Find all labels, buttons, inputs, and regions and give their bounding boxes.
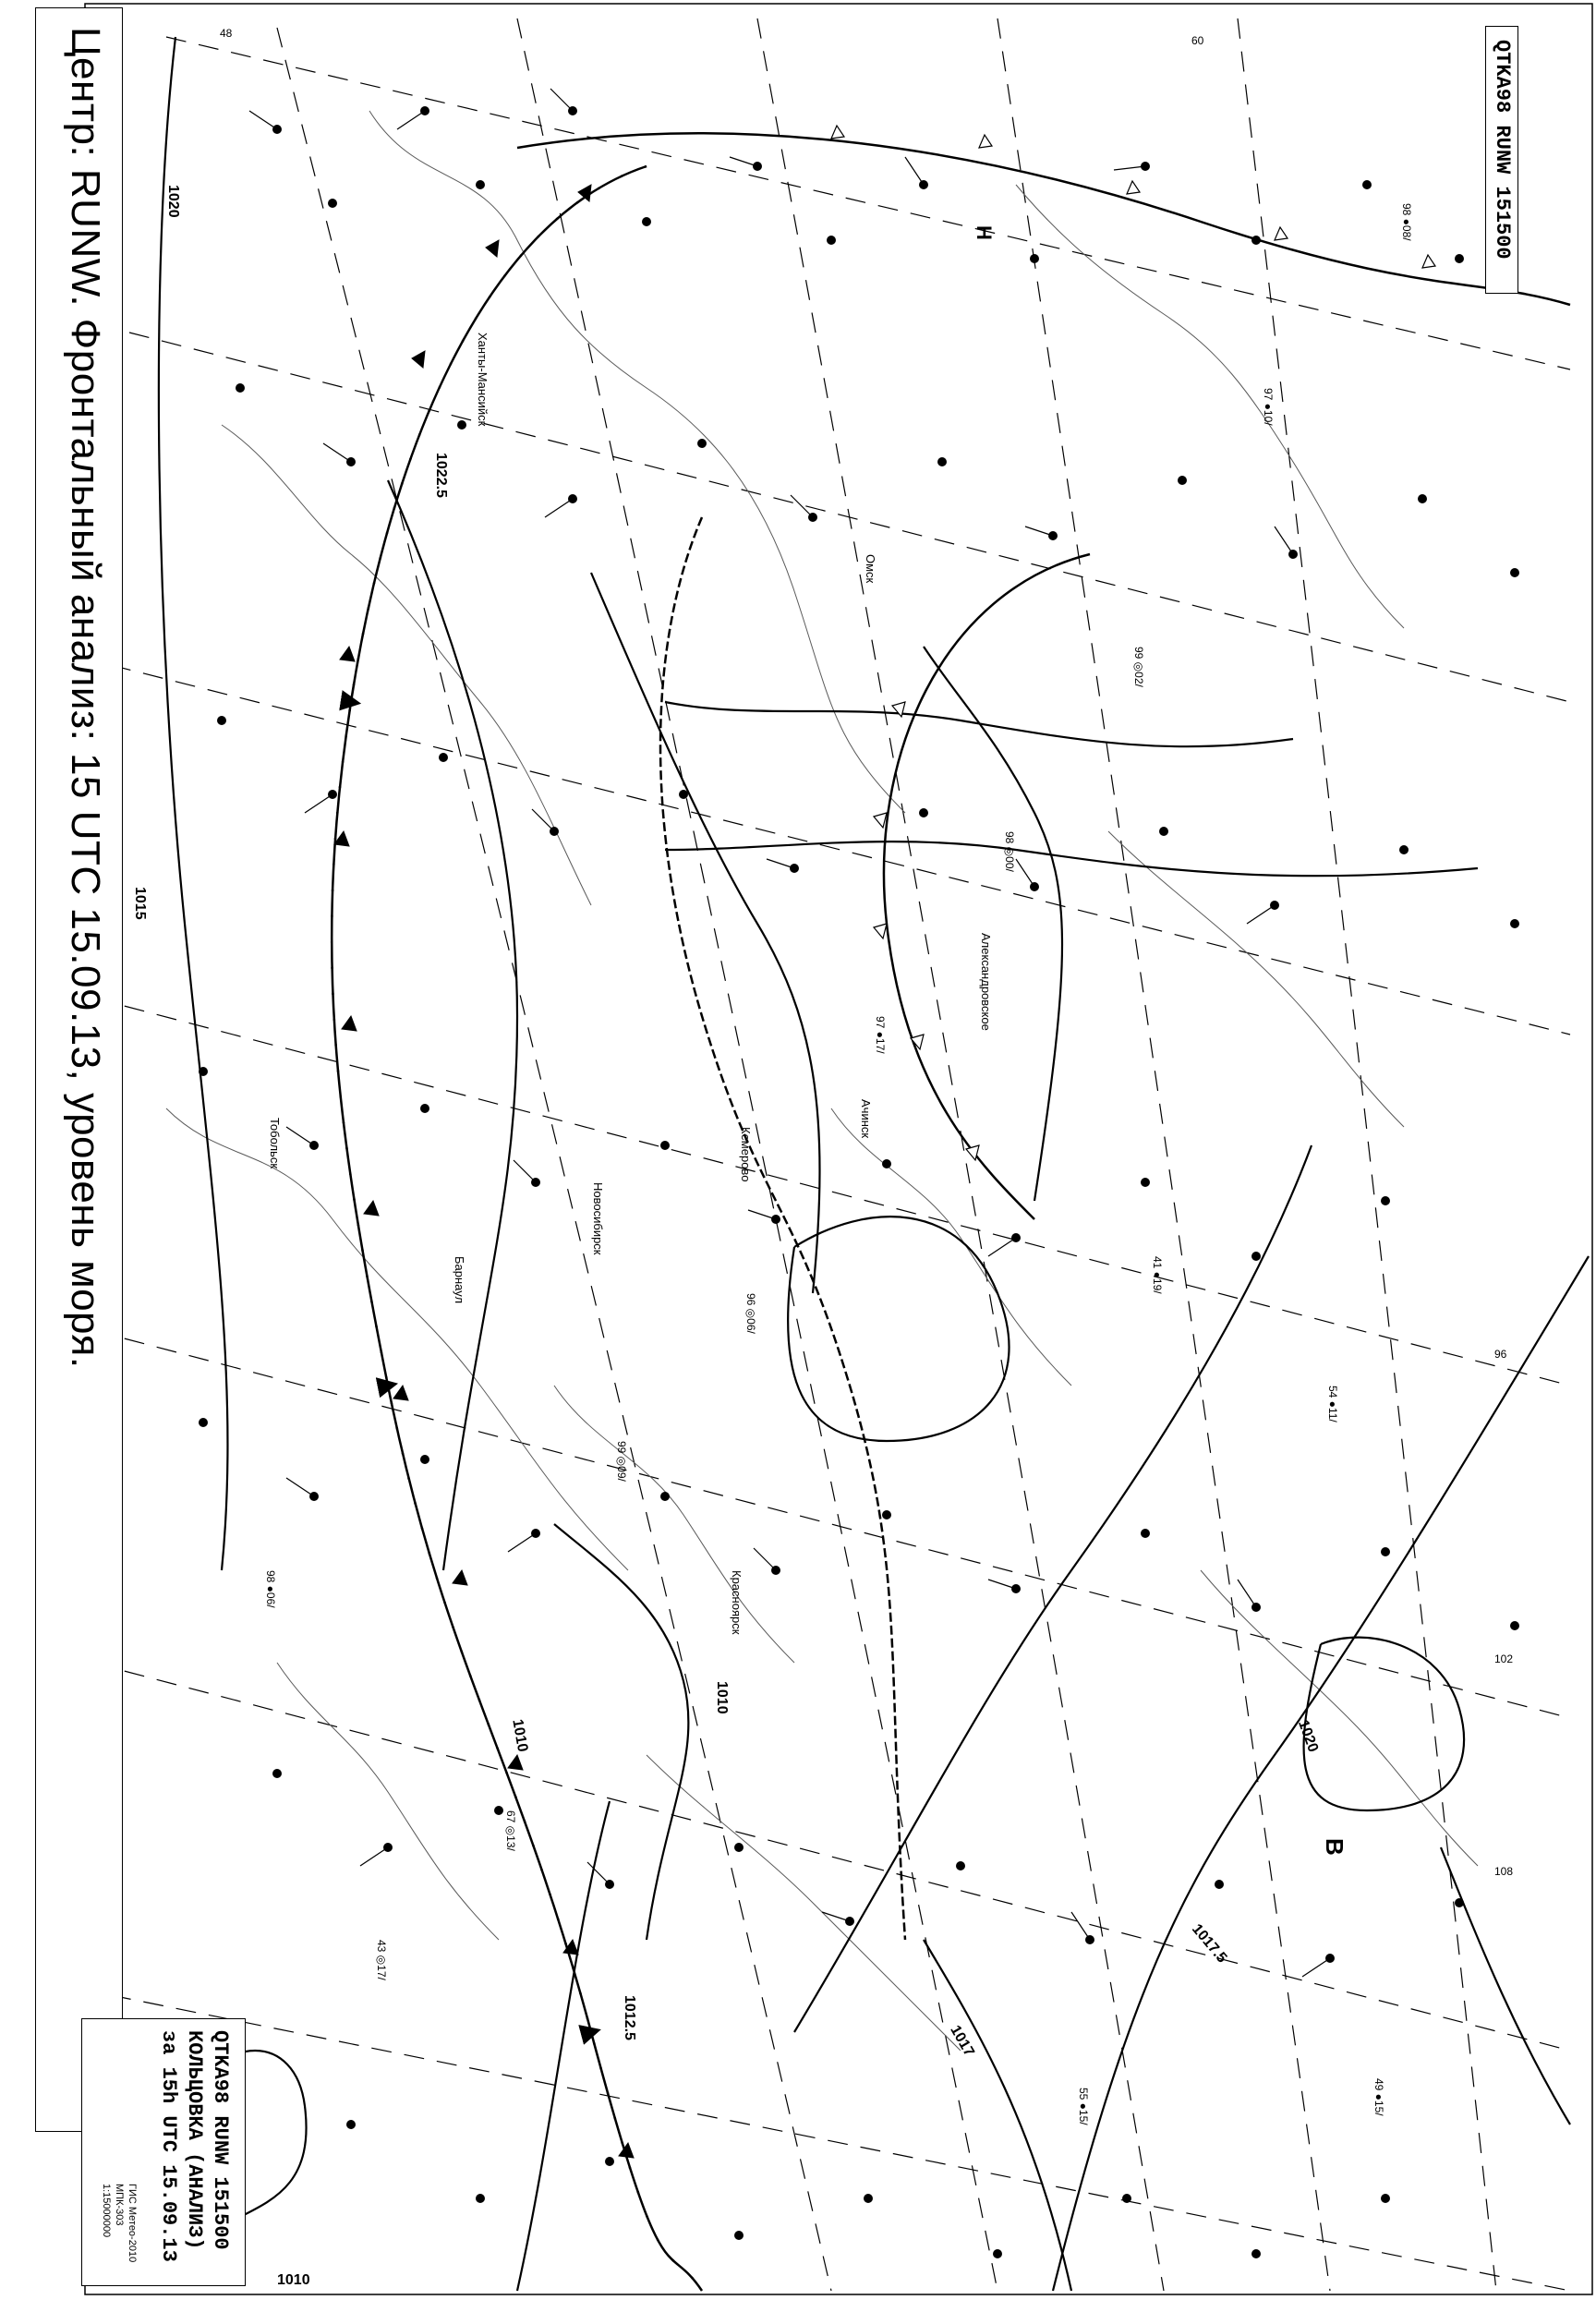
coastlines [166, 111, 1478, 2051]
svg-text:96: 96 [1494, 1348, 1507, 1361]
secondary-front [660, 517, 905, 1940]
stamp-model: МПК-303 [114, 2184, 125, 2226]
city-label: Омск [864, 554, 877, 584]
station-readout: 96 ◎06/ [744, 1293, 757, 1334]
front-symbols [334, 185, 634, 2158]
city-label: Ачинск [859, 1099, 873, 1139]
isobar-label: 1010 [714, 1681, 730, 1714]
city-label: Ханты-Мансийск [476, 333, 490, 427]
svg-text:108: 108 [1494, 1865, 1514, 1878]
wind-barbs [249, 89, 1330, 1977]
city-label: Александровское [979, 933, 993, 1031]
isobar-label: 1010 [509, 1718, 531, 1754]
station-readout: 98 ●08/ [1400, 203, 1413, 241]
isobar-label: 1020 [1295, 1718, 1322, 1755]
svg-text:48: 48 [220, 27, 233, 40]
station-readout: 54 ●11/ [1326, 1386, 1339, 1422]
high-center-letter: В [1321, 1838, 1348, 1856]
isobar-label: 1010 [277, 2272, 310, 2288]
city-label: Красноярск [730, 1570, 744, 1635]
isobar-label: 1012.5 [622, 1995, 637, 2040]
map-frame [85, 4, 1592, 2294]
isobar-label: 1020 [165, 185, 181, 218]
city-label: Тобольск [268, 1118, 282, 1169]
margin-labels [92, 27, 1513, 1924]
stamp-product: КОЛЬЦОВКА (АНАЛИЗ) [183, 2030, 206, 2250]
map-title: Центр: RUNW. Фронтальный анализ: 15 UTC 15.09.13, уровень моря. [63, 27, 108, 1369]
station-models [199, 106, 1519, 2258]
station-readout: 43 ◎17/ [375, 1940, 388, 1980]
map-title-box [35, 7, 123, 2132]
station-readout: 55 ●15/ [1077, 2088, 1090, 2125]
city-label: Барнаул [453, 1256, 466, 1304]
station-readout: 49 ●15/ [1372, 2078, 1385, 2116]
low-center-letter: Н [973, 225, 996, 240]
warm-front-symbols [831, 126, 1435, 1160]
svg-text:60: 60 [1191, 34, 1204, 47]
isobar-label: 1017.5 [1188, 1921, 1230, 1967]
isobar-label: 1015 [132, 887, 148, 920]
station-readout: 97 ●10/ [1262, 388, 1275, 426]
stamp-software: ГИС Метео-2010 [127, 2184, 138, 2263]
station-readout: 98 ◎00/ [1003, 831, 1016, 872]
station-readout: 97 ●17/ [874, 1016, 887, 1054]
city-label: Новосибирск [591, 1182, 605, 1255]
stamp-scale: 1:15000000 [101, 2184, 112, 2238]
station-readout: 98 ●06/ [264, 1570, 277, 1608]
chart-id: QTKA98 RUNW 151500 [1491, 40, 1514, 260]
info-stamp [81, 2018, 246, 2286]
chart-id-box [1485, 26, 1518, 294]
svg-text:102: 102 [1494, 1652, 1514, 1665]
isobars [159, 37, 1589, 2291]
stamp-time: за 15h UTC 15.09.13 [157, 2030, 180, 2262]
station-readout: 67 ◎13/ [504, 1810, 517, 1851]
station-readout: 99 ◎02/ [1132, 647, 1145, 687]
station-readout: 99 ◎09/ [615, 1441, 628, 1482]
city-label: Кемерово [739, 1127, 753, 1182]
lat-lon-grid [92, 18, 1570, 2291]
station-readout: 41 ●19/ [1151, 1256, 1164, 1294]
isobar-label: 1022.5 [433, 453, 449, 498]
stamp-code: QTKA98 RUNW 151500 [209, 2030, 232, 2250]
isobar-label: 1017 [947, 2023, 977, 2060]
